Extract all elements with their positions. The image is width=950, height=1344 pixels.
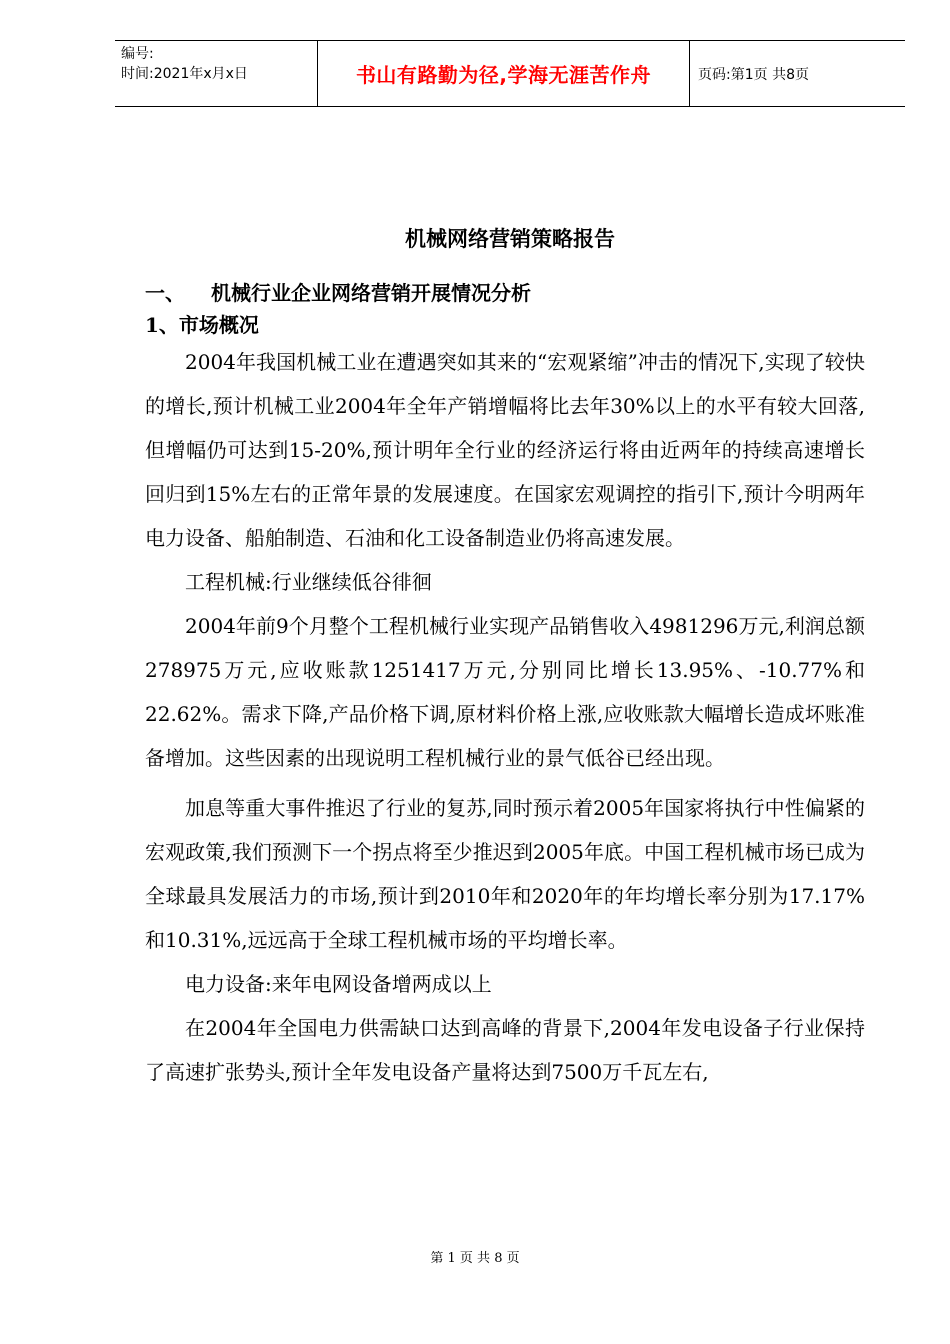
header-meta-cell bbox=[115, 41, 317, 106]
paragraph-construction-outlook: 加息等重大事件推迟了行业的复苏,同时预示着2005年国家将执行中性偏紧的宏观政策,我们预测下一个拐点将至少推迟到2005年底。中国工程机械市场已成为全球最具发展活力的市场,预计到2010年和2020年的年均增长率分别为17.17%和10.31%,远远高于全球工程机械市场的平均增长率。 bbox=[145, 796, 865, 952]
page-footer: 第 1 页 共 8 页 bbox=[430, 1251, 520, 1266]
header-motto: 书山有路勤为径,学海无涯苦作舟 bbox=[355, 63, 652, 87]
paragraph-construction-heading: 工程机械:行业继续低谷徘徊 bbox=[185, 570, 432, 594]
paragraph-market-overview: 2004年我国机械工业在遭遇突如其来的“宏观紧缩”冲击的情况下,实现了较快的增长,预计机械工业2004年全年产销增幅将比去年30%以上的水平有较大回落,但增幅仍可达到15-20%,预计明年全行业的经济运行将由近两年的持续高速增长回归到15%左右的正常年景的发展速度。在国家宏观调控的指引下,预计今明两年电力设备、船舶制造、石油和化工设备制造业仍将高速发展。 bbox=[145, 350, 865, 550]
subsection-heading: 1、市场概况 bbox=[145, 313, 259, 337]
document-number-label: 编号: bbox=[121, 46, 154, 62]
paragraph-power-heading: 电力设备:来年电网设备增两成以上 bbox=[185, 972, 492, 996]
document-title: 机械网络营销策略报告 bbox=[405, 226, 615, 251]
section-title: 机械行业企业网络营销开展情况分析 bbox=[211, 281, 531, 305]
header-page-cell bbox=[690, 41, 905, 106]
document-time-label: 时间:2021年x月x日 bbox=[121, 66, 248, 82]
document-body bbox=[145, 276, 865, 1094]
header-table bbox=[115, 40, 905, 107]
header-motto-cell bbox=[317, 41, 690, 106]
paragraph-construction-stats: 2004年前9个月整个工程机械行业实现产品销售收入4981296万元,利润总额278975万元,应收账款1251417万元,分别同比增长13.95%、-10.77%和22.62%。需求下降,产品价格下调,原材料价格上涨,应收账款大幅增长造成坏账准备增加。这些因素的出现说明工程机械行业的景气低谷已经出现。 bbox=[145, 614, 865, 770]
header-page-label: 页码:第1页 共8页 bbox=[698, 66, 809, 83]
paragraph-power-equipment: 在2004年全国电力供需缺口达到高峰的背景下,2004年发电设备子行业保持了高速扩张势头,预计全年发电设备产量将达到7500万千瓦左右, bbox=[145, 1016, 865, 1084]
section-number: 一、 bbox=[145, 281, 185, 305]
section-heading bbox=[145, 276, 865, 310]
